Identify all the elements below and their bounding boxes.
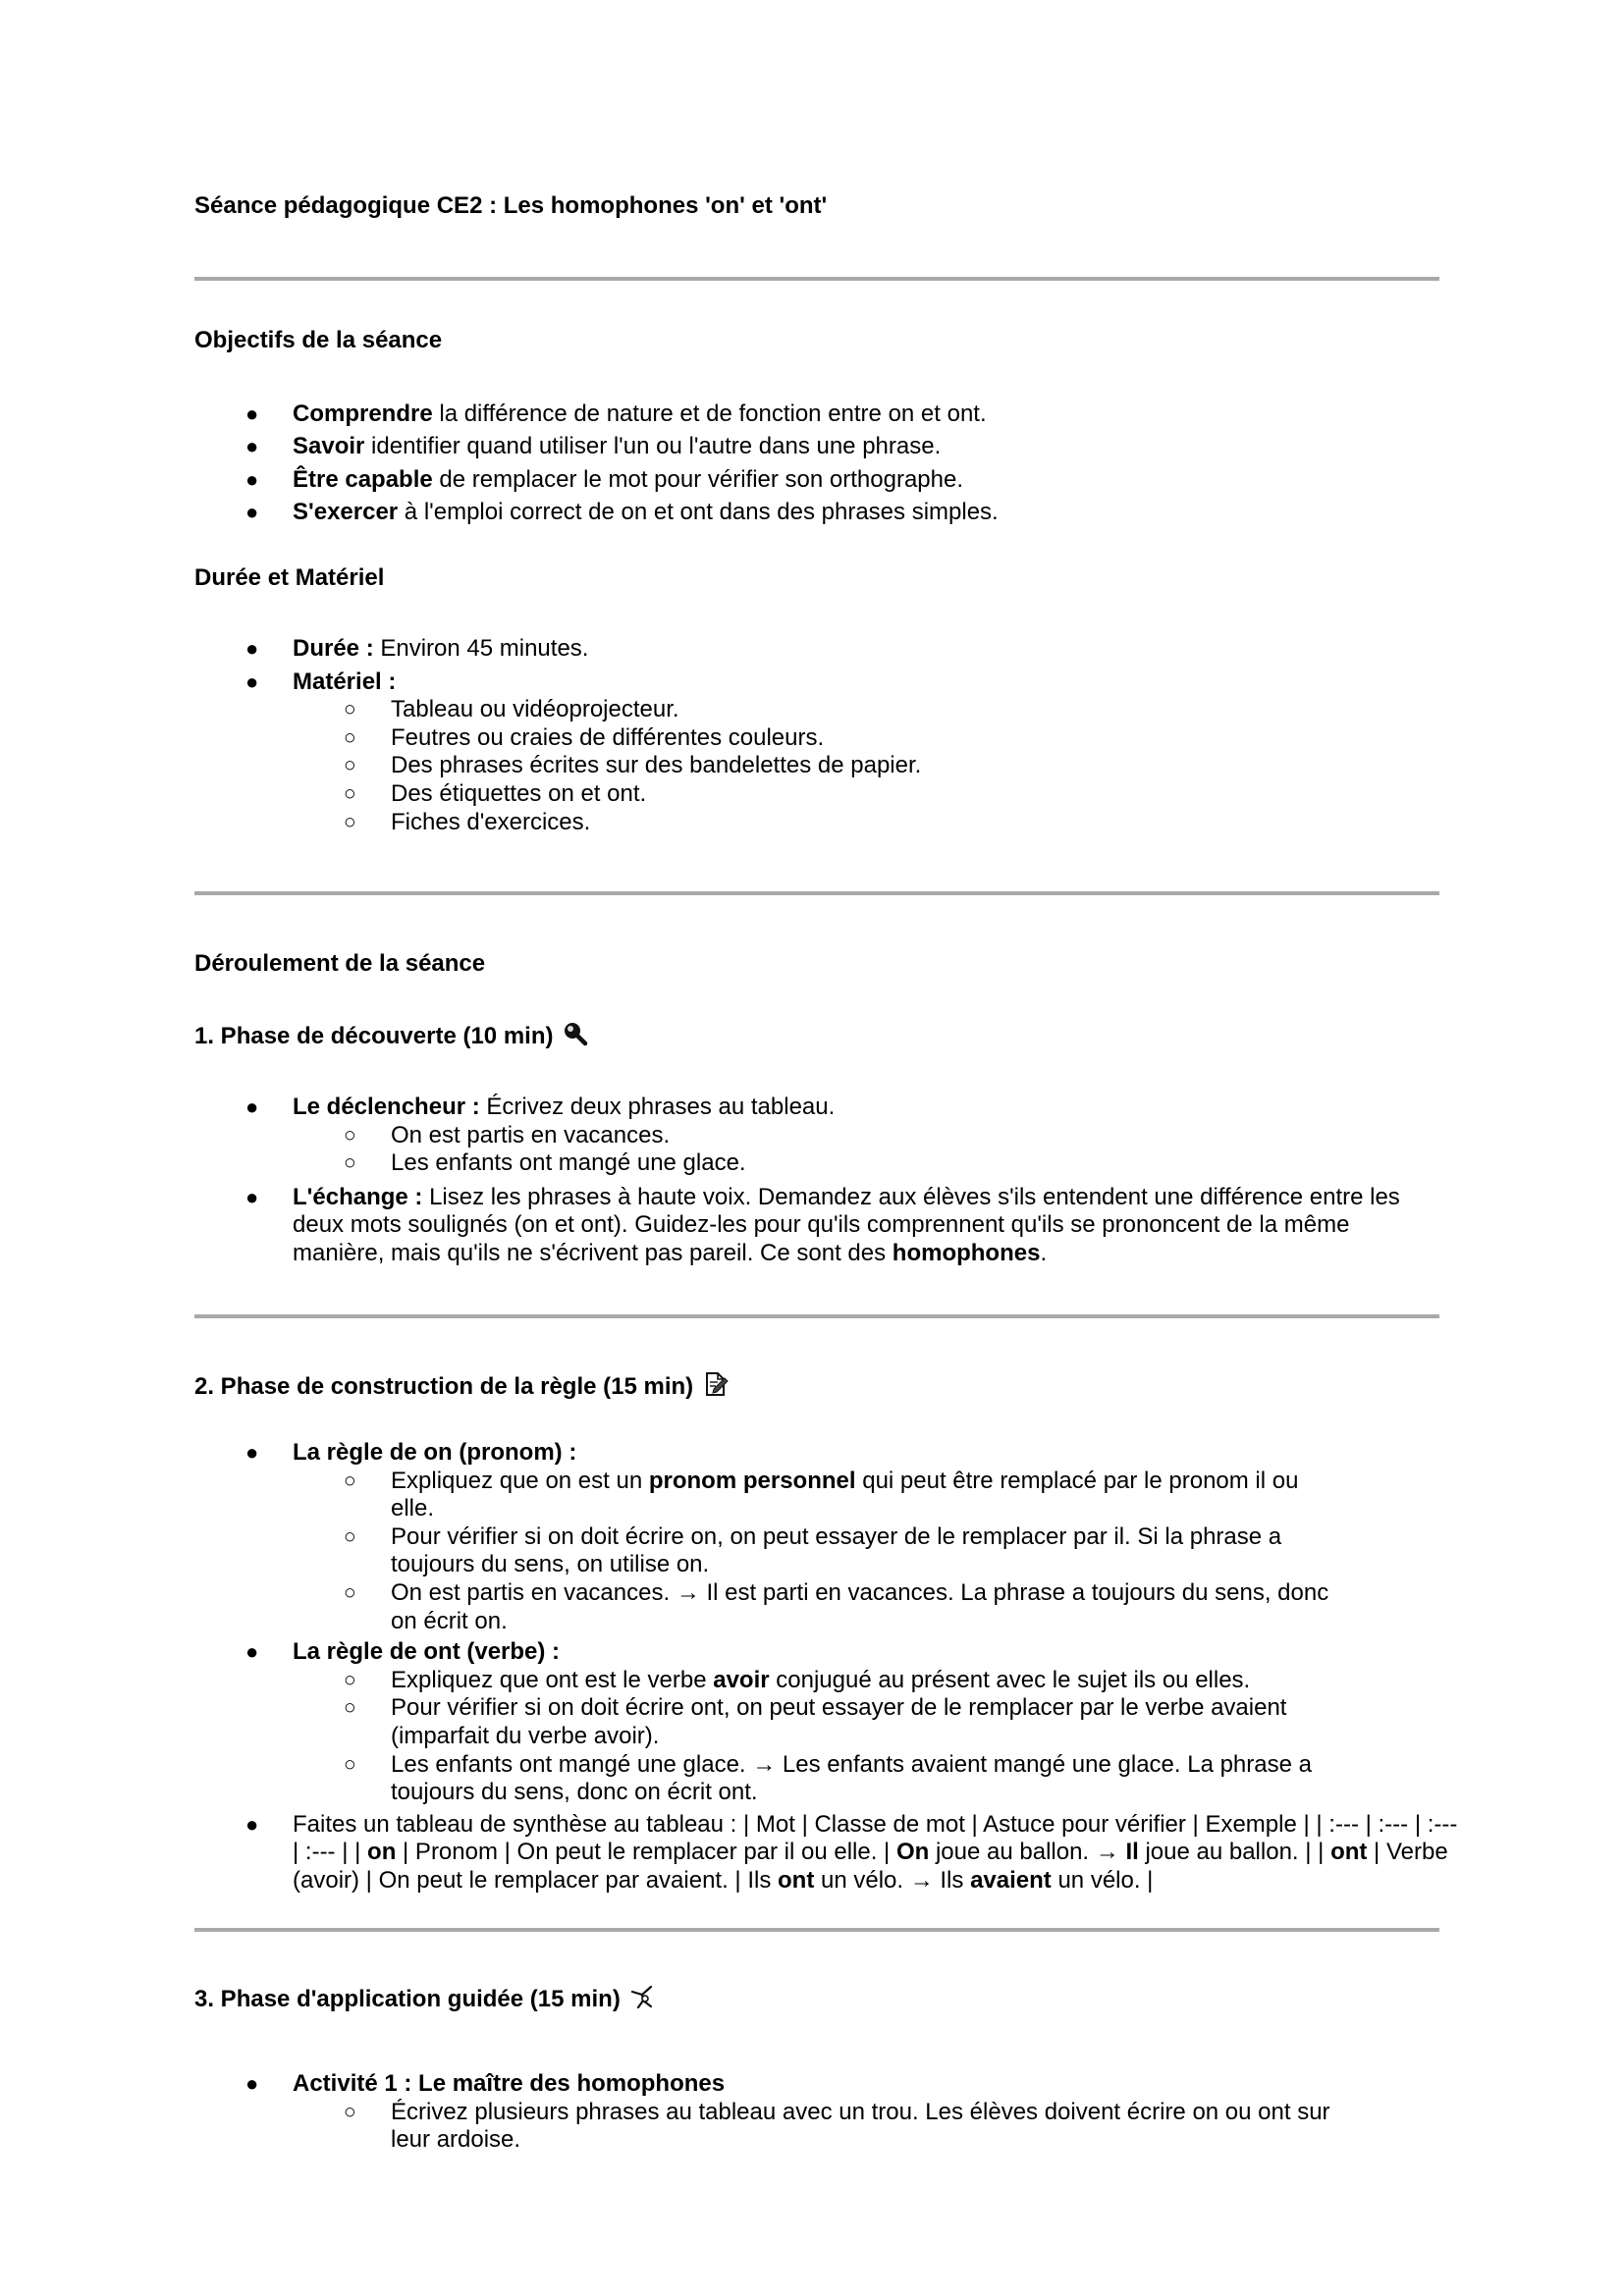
synthesis-bold: Il: [1125, 1839, 1139, 1866]
synthesis-bold: avaient: [970, 1866, 1052, 1894]
item-bold: Comprendre: [293, 400, 433, 427]
phase3-heading: [194, 1984, 1441, 2014]
item-bold: Être capable: [293, 465, 433, 493]
activity1-label: Activité 1 : Le maître des homophones: [293, 2070, 726, 2097]
list-item: [194, 496, 1441, 528]
rule-text: Expliquez que on est un: [391, 1467, 649, 1494]
rule-item: [293, 1579, 1343, 1635]
list-item: [194, 1811, 1461, 1896]
rule-ont-label: La règle de ont (verbe) :: [293, 1638, 561, 1666]
page-title: Séance pédagogique CE2 : Les homophones 'on' et 'ont': [194, 192, 828, 219]
bullet-icon: ●: [245, 1440, 259, 1465]
duration-value: Environ 45 minutes.: [373, 635, 589, 662]
horizontal-rule: [194, 891, 1439, 895]
circle-bullet-icon: ○: [344, 1696, 356, 1720]
material-item: [293, 724, 1441, 753]
activity-item: [293, 2099, 1343, 2155]
circle-bullet-icon: ○: [344, 1752, 356, 1776]
material-item: [293, 780, 1441, 809]
progress-heading: Déroulement de la séance: [194, 950, 486, 977]
rule-item: [293, 1667, 1343, 1695]
duration-material-heading: Durée et Matériel: [194, 564, 385, 591]
bullet-icon: ●: [245, 668, 259, 694]
circle-bullet-icon: ○: [344, 754, 356, 777]
phase1-list: [194, 1094, 1441, 1268]
circle-bullet-icon: ○: [344, 1123, 356, 1147]
phase2-list: [194, 1439, 1458, 1896]
material-item: [293, 809, 1441, 837]
item-text: la différence de nature et de fonction entre on et ont.: [432, 400, 987, 427]
phase3-list: [194, 2070, 1441, 2155]
rule-text: Expliquez que ont est le verbe: [391, 1666, 714, 1693]
circle-bullet-icon: ○: [344, 781, 356, 805]
synthesis-text: joue au ballon. →: [929, 1839, 1126, 1866]
circle-bullet-icon: ○: [344, 1580, 356, 1604]
list-item: [194, 668, 1441, 837]
phase1-title: 1. Phase de découverte (10 min): [194, 1023, 554, 1049]
bullet-icon: ●: [245, 1639, 259, 1665]
rule-item: [293, 1523, 1343, 1579]
phase2-heading: [194, 1371, 1441, 1402]
duration-material-list: [194, 635, 1441, 836]
sentence-item: [293, 1149, 1441, 1178]
synthesis-text: | Verbe (avoir) | On peut le remplacer par avaient. | Ils: [293, 1839, 1448, 1894]
sentence-item: [293, 1122, 1441, 1150]
item-bold: S'exercer: [293, 498, 399, 525]
bullet-icon: ●: [245, 434, 259, 459]
material-text: Tableau ou vidéoprojecteur.: [391, 696, 679, 723]
synthesis-bold: ont: [778, 1866, 815, 1894]
item-text: de remplacer le mot pour vérifier son orthographe.: [432, 465, 964, 493]
rule-bold: pronom personnel: [648, 1467, 856, 1494]
bullet-icon: ●: [245, 1811, 259, 1837]
bullet-icon: ●: [245, 466, 259, 492]
rule-text: Pour vérifier si on doit écrire ont, on peut essayer de le remplacer par le verbe avaient (imparfait du verbe avoir).: [391, 1694, 1287, 1749]
bullet-icon: ●: [245, 401, 259, 426]
phase1-heading: [194, 1021, 1441, 1051]
bullet-icon: ●: [245, 499, 259, 524]
exchange-label: L'échange :: [293, 1183, 423, 1210]
phase2-title: 2. Phase de construction de la règle (15 min): [194, 1373, 694, 1400]
sentence-text: On est partis en vacances.: [391, 1121, 671, 1148]
list-item: [194, 1638, 1441, 1807]
rule-item: [293, 1694, 1343, 1750]
list-item: [194, 1184, 1441, 1268]
list-item: [194, 635, 1441, 664]
synthesis-bold: on: [367, 1839, 397, 1866]
synthesis-text: joue au ballon. | |: [1138, 1839, 1331, 1866]
list-item: [194, 1439, 1441, 1635]
rule-on-label: La règle de on (pronom) :: [293, 1439, 577, 1466]
circle-bullet-icon: ○: [344, 1524, 356, 1548]
phase3-title: 3. Phase d'application guidée (15 min): [194, 1986, 621, 2012]
synthesis-text: un vélo. |: [1051, 1866, 1154, 1894]
item-text: à l'emploi correct de on et ont dans des phrases simples.: [398, 498, 999, 525]
circle-bullet-icon: ○: [344, 725, 356, 749]
synthesis-bold: On: [895, 1839, 930, 1866]
sentence-text: Les enfants ont mangé une glace.: [391, 1149, 746, 1177]
exchange-bold: homophones: [892, 1239, 1041, 1266]
list-item: [194, 2070, 1441, 2155]
circle-bullet-icon: ○: [344, 1468, 356, 1492]
synthesis-text: Faites un tableau de synthèse au tableau : | Mot | Classe de mot | Astuce pour vérifier | Exemple | | :--- | :--- | :--- | :--- | |: [293, 1810, 1458, 1866]
circle-bullet-icon: ○: [344, 810, 356, 833]
horizontal-rule: [194, 1314, 1439, 1318]
memo-icon: [703, 1371, 729, 1397]
item-text: identifier quand utiliser l'un ou l'autre dans une phrase.: [364, 433, 942, 460]
bullet-icon: ●: [245, 1184, 259, 1209]
bullet-icon: ●: [245, 636, 259, 661]
horizontal-rule: [194, 1928, 1439, 1932]
list-item: [194, 463, 1441, 496]
rule-text: conjugué au présent avec le sujet ils ou elles.: [769, 1666, 1251, 1693]
synthesis-text: un vélo. → Ils: [814, 1866, 971, 1894]
person-cartwheeling-icon: [630, 1984, 656, 2009]
list-item: [194, 1094, 1441, 1178]
rule-text: On est partis en vacances. → Il est parti en vacances. La phrase a toujours du sens, donc on écrit on.: [391, 1578, 1329, 1634]
item-bold: Savoir: [293, 433, 365, 460]
bullet-icon: ●: [245, 1095, 259, 1119]
circle-bullet-icon: ○: [344, 2100, 356, 2123]
rule-text: qui peut être remplacé par le pronom il ou elle.: [391, 1467, 1299, 1522]
list-item: [194, 398, 1441, 430]
circle-bullet-icon: ○: [344, 1668, 356, 1691]
material-item: [293, 752, 1441, 780]
horizontal-rule: [194, 277, 1439, 281]
objectives-list: [194, 398, 1441, 528]
magnifying-glass-icon: [563, 1021, 588, 1046]
circle-bullet-icon: ○: [344, 698, 356, 721]
trigger-label: Le déclencheur :: [293, 1094, 480, 1120]
rule-text: Les enfants ont mangé une glace. → Les enfants avaient mangé une glace. La phrase a toujours du sens, donc on écrit ont.: [391, 1750, 1312, 1806]
list-item: [194, 430, 1441, 462]
activity-text: Écrivez plusieurs phrases au tableau avec un trou. Les élèves doivent écrire on ou ont sur leur ardoise.: [391, 2098, 1330, 2154]
synthesis-text: | Pronom | On peut le remplacer par il ou elle. |: [396, 1839, 896, 1866]
material-item: [293, 696, 1441, 724]
rule-item: [293, 1751, 1373, 1807]
material-label: Matériel :: [293, 667, 397, 695]
circle-bullet-icon: ○: [344, 1151, 356, 1175]
objectives-heading: Objectifs de la séance: [194, 327, 443, 353]
rule-text: Pour vérifier si on doit écrire on, on peut essayer de le remplacer par il. Si la phrase a toujours du sens, on utilise on.: [391, 1522, 1282, 1578]
rule-bold: avoir: [713, 1666, 770, 1693]
material-text: Des phrases écrites sur des bandelettes de papier.: [391, 752, 922, 779]
material-text: Des étiquettes on et ont.: [391, 779, 647, 807]
duration-label: Durée :: [293, 635, 374, 662]
exchange-text: Lisez les phrases à haute voix. Demandez aux élèves s'ils entendent une différence entre les deux mots soulignés (on et ont). Guidez-les pour qu'ils comprennent qu'ils se prononcent de la même manière, mais qu'ils ne s'écrivent pas pareil. Ce sont des: [293, 1183, 1400, 1266]
material-text: Fiches d'exercices.: [391, 808, 591, 835]
bullet-icon: ●: [245, 2071, 259, 2096]
trigger-text: Écrivez deux phrases au tableau.: [479, 1094, 836, 1120]
exchange-end: .: [1040, 1239, 1048, 1266]
rule-item: [293, 1468, 1343, 1523]
synthesis-bold: ont: [1330, 1839, 1368, 1866]
material-text: Feutres ou craies de différentes couleurs.: [391, 723, 825, 751]
